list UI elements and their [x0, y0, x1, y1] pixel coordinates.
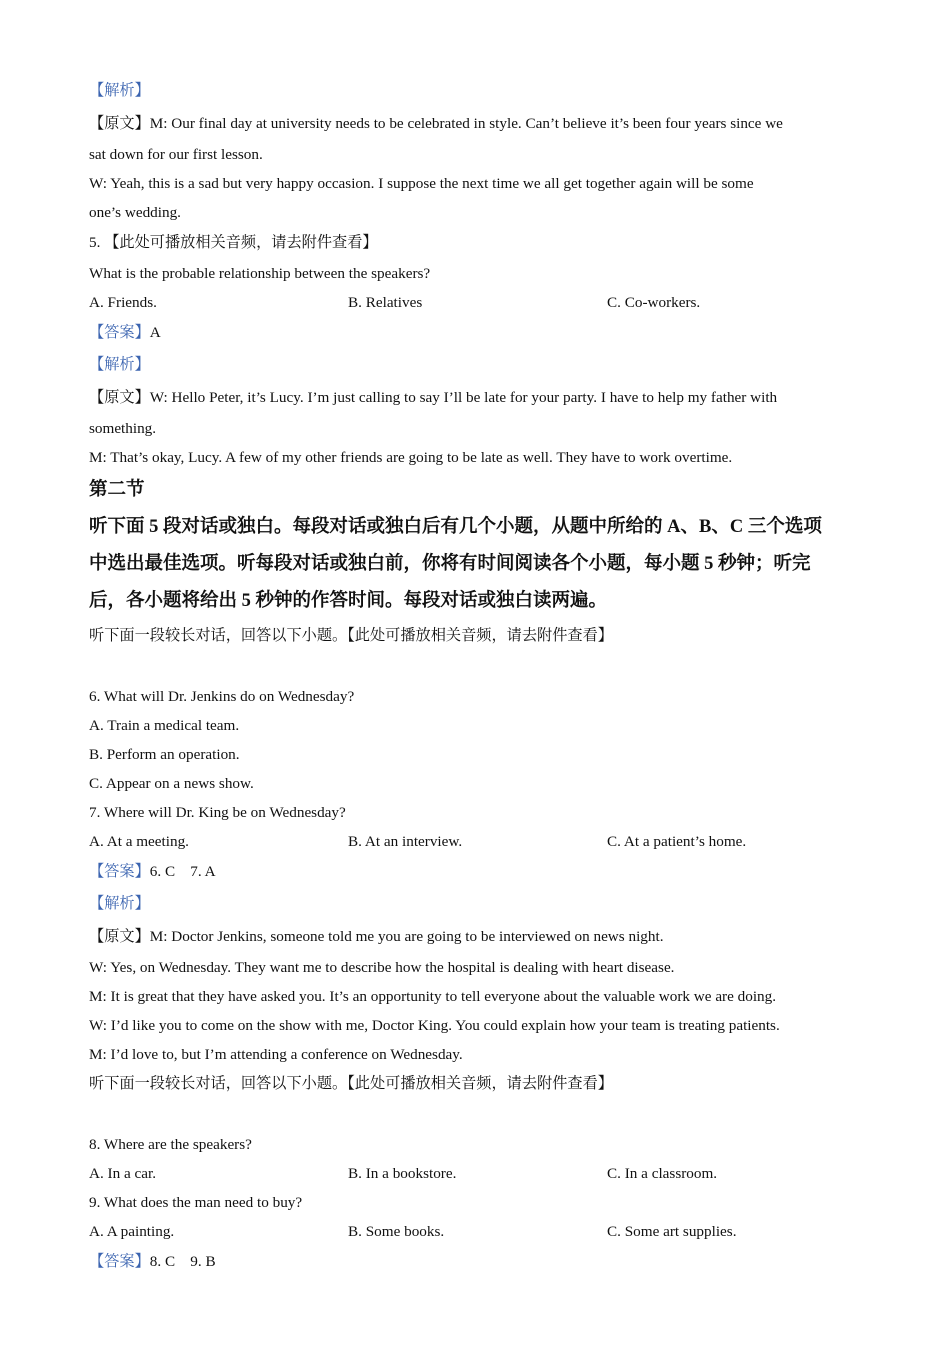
option-line: A. Train a medical team.	[89, 717, 240, 734]
transcript-line	[89, 114, 860, 134]
section-instructions: 听下面 5 段对话或独白。每段对话或独白后有几个小题，从题中所给的 A、B、C 三个选项	[89, 517, 822, 537]
transcript-line: M: It is great that they have asked you. It’s an opportunity to tell everyone about the valuable work we are doing.	[89, 988, 777, 1005]
transcript-line: one’s wedding.	[89, 204, 181, 221]
section-instructions: 后，各小题将给出 5 秒钟的作答时间。每段对话或独白读两遍。	[89, 591, 608, 611]
option-a: A. At a meeting.	[89, 833, 189, 850]
transcript-line	[89, 927, 860, 947]
option-a: A. A painting.	[89, 1223, 175, 1240]
transcript-line: something.	[89, 420, 157, 437]
question-text: What is the probable relationship between the speakers?	[89, 265, 431, 282]
option-a: A. In a car.	[89, 1165, 157, 1182]
option-b: B. At an interview.	[348, 833, 463, 850]
question-5-audio: 5. 【此处可播放相关音频，请去附件查看】	[89, 234, 378, 251]
transcript-line: W: Yeah, this is a sad but very happy occasion. I suppose the next time we all get together again will be some	[89, 175, 754, 192]
dialogue-intro: 听下面一段较长对话，回答以下小题。【此处可播放相关音频，请去附件查看】	[89, 1075, 613, 1092]
option-c: C. In a classroom.	[607, 1165, 718, 1182]
section-heading: 第二节	[89, 480, 145, 500]
answer-line	[89, 862, 860, 882]
transcript-line: sat down for our first lesson.	[89, 146, 263, 163]
transcript-tag: 【原文】	[89, 115, 150, 132]
answer-text: 8. C 9. B	[149, 1253, 216, 1270]
answer-tag: 【答案】	[89, 324, 150, 341]
answer-tag: 【答案】	[89, 1253, 150, 1270]
option-b: B. In a bookstore.	[348, 1165, 457, 1182]
transcript-tag: 【原文】	[89, 928, 150, 945]
question-text: 7. Where will Dr. King be on Wednesday?	[89, 804, 346, 821]
question-text: 9. What does the man need to buy?	[89, 1194, 303, 1211]
answer-text: 6. C 7. A	[149, 863, 216, 880]
option-c: C. Co-workers.	[607, 294, 701, 311]
transcript-line: W: I’d like you to come on the show with me, Doctor King. You could explain how your team is treating patients.	[89, 1017, 780, 1034]
option-a: A. Friends.	[89, 294, 157, 311]
analysis-tag: 【解析】	[89, 356, 150, 373]
transcript-text: W: Hello Peter, it’s Lucy. I’m just calling to say I’ll be late for your party. I have to help my father with	[149, 389, 778, 406]
transcript-tag: 【原文】	[89, 389, 150, 406]
option-line: C. Appear on a news show.	[89, 775, 254, 792]
dialogue-intro: 听下面一段较长对话，回答以下小题。【此处可播放相关音频，请去附件查看】	[89, 627, 613, 644]
analysis-label	[89, 355, 860, 375]
analysis-tag: 【解析】	[89, 895, 150, 912]
option-b: B. Some books.	[348, 1223, 445, 1240]
option-b: B. Relatives	[348, 294, 423, 311]
section-instructions: 中选出最佳选项。听每段对话或独白前，你将有时间阅读各个小题，每小题 5 秒钟；听完	[89, 554, 811, 574]
transcript-text: M: Doctor Jenkins, someone told me you are going to be interviewed on news night.	[149, 928, 664, 945]
question-text: 8. Where are the speakers?	[89, 1136, 252, 1153]
option-c: C. Some art supplies.	[607, 1223, 737, 1240]
transcript-text: M: Our final day at university needs to be celebrated in style. Can’t believe it’s been four years since we	[149, 115, 783, 132]
answer-text: A	[149, 324, 161, 341]
answer-line	[89, 323, 860, 343]
transcript-line: W: Yes, on Wednesday. They want me to describe how the hospital is dealing with heart disease.	[89, 959, 675, 976]
analysis-label	[89, 81, 860, 101]
answer-tag: 【答案】	[89, 863, 150, 880]
option-c: C. At a patient’s home.	[607, 833, 747, 850]
transcript-line: M: I’d love to, but I’m attending a conference on Wednesday.	[89, 1046, 463, 1063]
transcript-line	[89, 388, 860, 408]
transcript-line: M: That’s okay, Lucy. A few of my other friends are going to be late as well. They have to work overtime.	[89, 449, 733, 466]
analysis-label	[89, 894, 860, 914]
answer-line	[89, 1252, 860, 1272]
analysis-tag: 【解析】	[89, 82, 150, 99]
option-line: B. Perform an operation.	[89, 746, 240, 763]
question-text: 6. What will Dr. Jenkins do on Wednesday?	[89, 688, 355, 705]
